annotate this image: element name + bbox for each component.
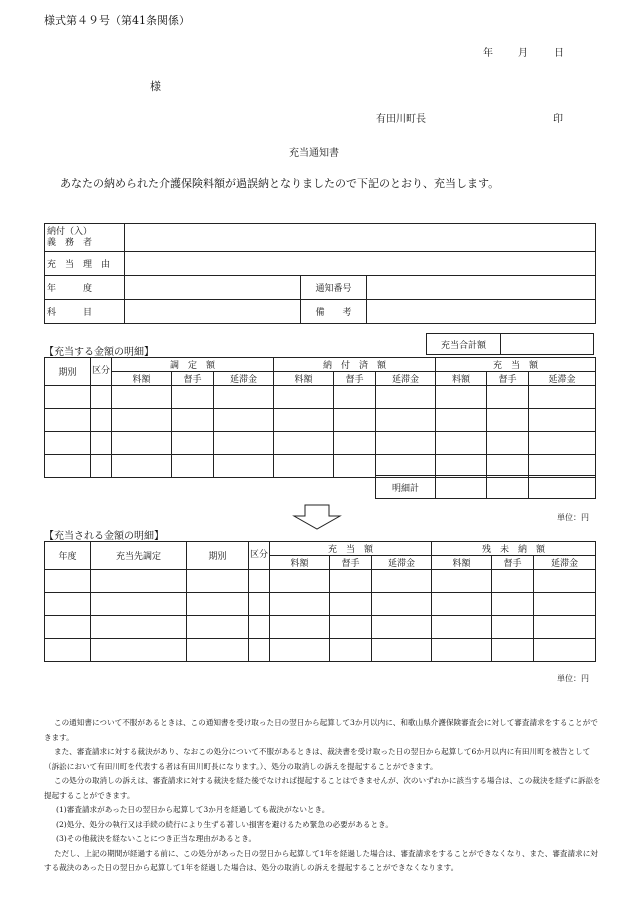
note-item: (2)処分、処分の執行又は手続の続行により生ずる著しい損害を避けるため緊急の必要があるとき。: [56, 819, 393, 829]
subject-value: [125, 300, 301, 324]
date-day: 日: [554, 48, 564, 59]
document-title: 充当通知書: [289, 148, 339, 159]
section1-table: [44, 357, 596, 478]
section2-unit: 単位：円: [557, 674, 589, 683]
col-period: 期別: [45, 358, 91, 386]
total-box: [426, 333, 594, 355]
legal-notes: [44, 716, 604, 876]
total-label: 充当合計額: [427, 334, 501, 355]
sub-fee: 料額: [436, 372, 487, 386]
year-label: 年 度: [45, 276, 125, 300]
sub-delinquency: 延滞金: [529, 372, 596, 386]
payer-label: 納付（入） 義 務 者: [45, 224, 125, 252]
notice-no-label: 通知番号: [301, 276, 367, 300]
col-period: 期別: [187, 542, 249, 570]
sub-delinquency: 延滞金: [376, 372, 436, 386]
date-month: 月: [518, 48, 528, 59]
group-remaining: 残 未 納 額: [432, 542, 596, 556]
col-kubun: 区分: [91, 358, 112, 386]
total-value: [501, 334, 594, 355]
addressee-suffix: 様: [150, 80, 161, 93]
section1-heading: 【充当する金額の明細】: [44, 347, 154, 358]
table-row: [45, 432, 596, 455]
subtotal-row: [375, 475, 596, 499]
note-paragraph: また、審査請求に対する裁決があり、なおこの処分について不服があるときは、裁決書を受け取った日の翌日から起算して6か月以内に有田川町を被告として（訴訟において有田川町を代表する者は有田川町長になります。）、処分の取消しの訴えを提起することができます。: [44, 747, 591, 771]
sub-fee: 料額: [112, 372, 172, 386]
col-target: 充当先調定: [91, 542, 187, 570]
subject-label: 科 目: [45, 300, 125, 324]
section2-table: [44, 541, 596, 662]
year-value: [125, 276, 301, 300]
sub-fee-late: 督手: [172, 372, 214, 386]
remarks-label: 備 考: [301, 300, 367, 324]
table-row: [45, 639, 596, 662]
subtotal-label: 明細計: [376, 476, 436, 499]
sub-delinquency: 延滞金: [372, 556, 432, 570]
reason-value: [125, 252, 596, 276]
group-applied: 充 当 額: [270, 542, 432, 556]
group-applied: 充 当 額: [436, 358, 596, 372]
note-paragraph: ただし、上記の期間が経過する前に、この処分があった日の翌日から起算して1年を経過した場合は、審査請求をすることができなくなり、また、審査請求に対する裁決のあった日の翌日から起算して1年を経過した場合は、処分の取消しの訴えを提起することができなくなります。: [44, 848, 598, 872]
sub-delinquency: 延滞金: [534, 556, 596, 570]
info-table: [44, 223, 596, 324]
sub-fee: 料額: [274, 372, 334, 386]
sub-delinquency: 延滞金: [214, 372, 274, 386]
notice-no-value: [367, 276, 596, 300]
remarks-value: [367, 300, 596, 324]
sub-fee-late: 督手: [487, 372, 529, 386]
issuer-name: 有田川町長: [376, 114, 426, 125]
note-item: (1)審査請求があった日の翌日から起算して3か月を経過しても裁決がないとき。: [56, 805, 330, 814]
sub-fee-late: 督手: [492, 556, 534, 570]
payer-value: [125, 224, 596, 252]
table-row: [45, 616, 596, 639]
sub-fee-late: 督手: [334, 372, 376, 386]
seal-mark: 印: [553, 114, 563, 125]
note-paragraph: この通知書について不服があるときは、この通知書を受け取った日の翌日から起算して3か月以内に、和歌山県介護保険審査会に対して審査請求をすることができます。: [44, 718, 598, 742]
table-row: [45, 386, 596, 409]
sub-fee: 料額: [432, 556, 492, 570]
form-number: 様式第４９号（第41条関係）: [44, 14, 190, 27]
col-year: 年度: [45, 542, 91, 570]
section2-heading: 【充当される金額の明細】: [44, 531, 164, 542]
table-row: [45, 593, 596, 616]
group-paid: 納 付 済 額: [274, 358, 436, 372]
sub-fee: 料額: [270, 556, 330, 570]
section1-unit: 単位：円: [557, 513, 589, 522]
note-item: (3)その他裁決を経ないことにつき正当な理由があるとき。: [56, 834, 257, 843]
col-kubun: 区分: [249, 542, 270, 570]
reason-label: 充 当 理 由: [45, 252, 125, 276]
table-row: [45, 409, 596, 432]
group-assessed: 調 定 額: [112, 358, 274, 372]
date-year: 年: [483, 48, 493, 59]
intro-text: あなたの納められた介護保険料額が過誤納となりましたので下記のとおり、充当します。: [60, 177, 500, 190]
table-row: [45, 570, 596, 593]
down-arrow-icon: [291, 504, 343, 530]
note-paragraph: この処分の取消しの訴えは、審査請求に対する裁決を経た後でなければ提起することはできませんが、次のいずれかに該当する場合は、この裁決を経ずに訴訟を提起することができます。: [44, 776, 601, 800]
sub-fee-late: 督手: [330, 556, 372, 570]
